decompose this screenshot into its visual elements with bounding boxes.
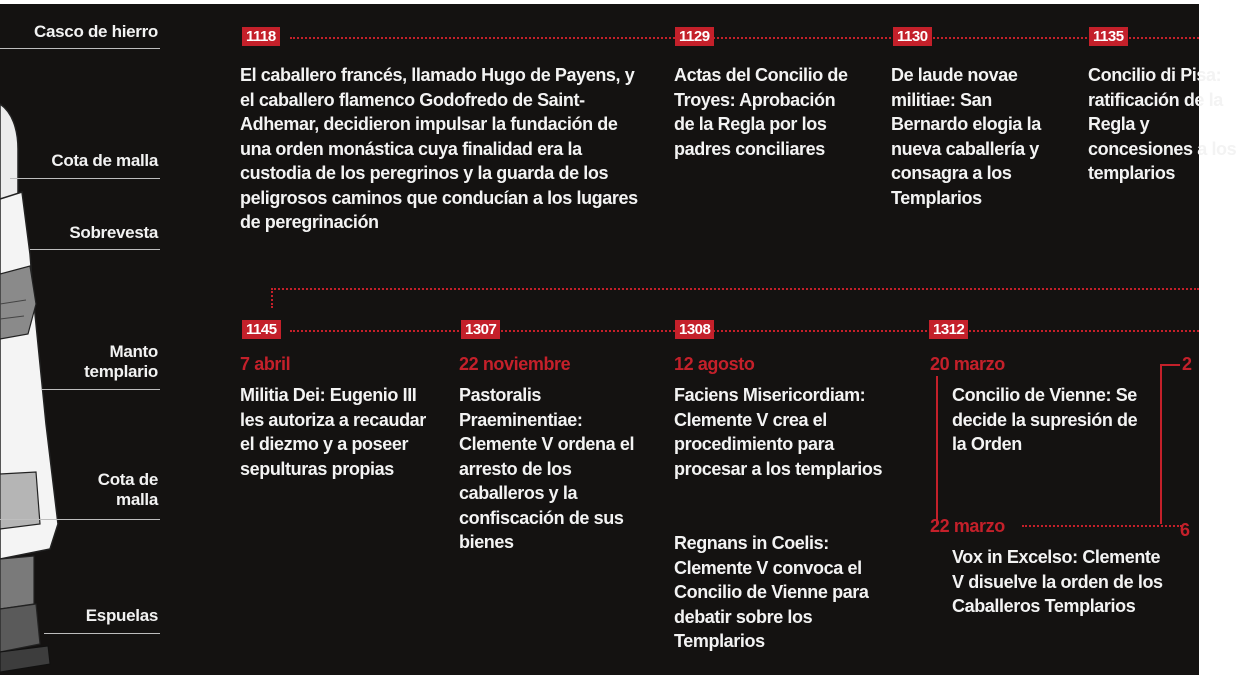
year-badge-1312: 1312 bbox=[929, 320, 968, 339]
bracket-vertical-1312 bbox=[936, 376, 938, 524]
event-date-1308: 12 agosto bbox=[674, 354, 755, 374]
event-date-1312-b: 22 marzo bbox=[930, 516, 1005, 536]
label-line-cota-2 bbox=[0, 519, 160, 520]
label-espuelas: Espuelas bbox=[85, 606, 158, 625]
event-date-1312-a: 20 marzo bbox=[930, 354, 1005, 374]
label-line-casco bbox=[0, 48, 160, 49]
label-cota-malla-2: Cota de malla bbox=[97, 470, 158, 509]
event-text-1307: Pastoralis Praeminentiae: Clemente V ordena el arresto de los caballeros y la confiscación de sus bienes bbox=[459, 385, 635, 552]
timeline-top-line bbox=[290, 37, 1199, 39]
year-badge-1118: 1118 bbox=[242, 27, 280, 46]
label-sobrevesta: Sobrevesta bbox=[69, 223, 158, 242]
event-text-1308-b: Regnans in Coelis: Clemente V convoca el Concilio de Vienne para debatir sobre los Templarios bbox=[674, 533, 869, 651]
cut-off-date-bottom: 6 bbox=[1180, 520, 1190, 540]
event-text-1312-a: Concilio de Vienne: Se decide la supresión de la Orden bbox=[952, 385, 1138, 454]
templar-knight-illustration bbox=[0, 4, 70, 675]
year-badge-1308: 1308 bbox=[675, 320, 714, 339]
event-date-1145: 7 abril bbox=[240, 354, 291, 374]
label-line-sobrevesta bbox=[30, 249, 160, 250]
label-cota-malla-1: Cota de malla bbox=[51, 151, 158, 170]
label-line-manto bbox=[42, 389, 160, 390]
label-manto: Manto templario bbox=[84, 342, 158, 381]
year-badge-1129: 1129 bbox=[675, 27, 714, 46]
event-text-1118: El caballero francés, llamado Hugo de Payens, y el caballero flamenco Godofredo de Saint-Adhemar, decidieron impulsar la fundación de una orden monástica cuya finalidad era la custodia de los peregrinos y la guarda de los peligrosos caminos que conducían a los lugares de peregrinación bbox=[240, 65, 638, 232]
event-text-1135: Concilio di Pisa: ratificación de la Regla y concesiones a los templarios bbox=[1088, 65, 1237, 183]
infographic-canvas bbox=[0, 4, 1237, 675]
year-badge-1307: 1307 bbox=[461, 320, 500, 339]
bracket-top-right bbox=[1160, 364, 1180, 366]
event-date-1307: 22 noviembre bbox=[459, 354, 571, 374]
event-text-1129: Actas del Concilio de Troyes: Aprobación de la Regla por los padres conciliares bbox=[674, 65, 848, 159]
label-line-cota-1 bbox=[10, 178, 160, 179]
event-text-1312-b: Vox in Excelso: Clemente V disuelve la orden de los Caballeros Templarios bbox=[952, 547, 1163, 616]
timeline-middle-line bbox=[271, 288, 1199, 290]
timeline-connector-vertical bbox=[271, 288, 273, 308]
bracket-vertical-right bbox=[1160, 364, 1162, 524]
timeline-bottom-line bbox=[290, 330, 1199, 332]
event-text-1145: Militia Dei: Eugenio III les autoriza a recaudar el diezmo y a poseer sepulturas propias bbox=[240, 385, 426, 479]
year-badge-1130: 1130 bbox=[893, 27, 932, 46]
cut-off-date-top: 2 bbox=[1182, 354, 1192, 374]
event-text-1308-a: Faciens Misericordiam: Clemente V crea el procedimiento para procesar a los templarios bbox=[674, 385, 883, 479]
label-casco: Casco de hierro bbox=[34, 22, 158, 41]
label-line-espuelas bbox=[44, 633, 160, 634]
event-text-1130: De laude novae militiae: San Bernardo elogia la nueva caballería y consagra a los Templarios bbox=[891, 65, 1041, 208]
year-badge-1135: 1135 bbox=[1089, 27, 1128, 46]
bracket-dots-1312 bbox=[1022, 525, 1182, 527]
year-badge-1145: 1145 bbox=[242, 320, 281, 339]
